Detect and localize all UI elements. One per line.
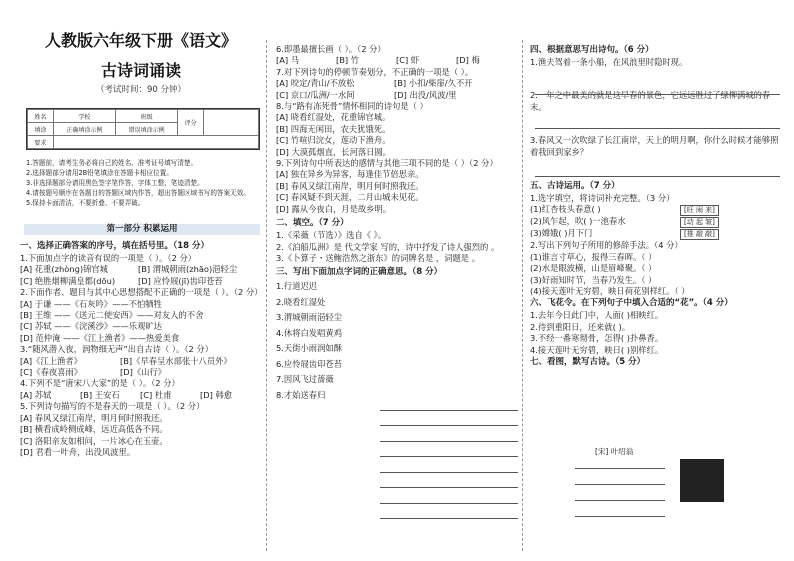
rule-5: 5.保持卡面清洁，不要折叠、不要弄破。 <box>26 199 145 207</box>
student-info-table <box>26 108 260 150</box>
section-2-title: 二、填空。（7 分） <box>276 218 349 229</box>
q2-opt-c[interactable]: [C] 苏轼 ——《浣溪沙》——乐观旷达 <box>20 321 162 332</box>
word-2: 2.晓看红湿处 <box>276 296 326 307</box>
use-q1: 1.选字填空，将诗词补充完整。（3 分） <box>530 193 675 204</box>
q1-opt-a[interactable]: [A] 花重(zhònɡ)锦官城 <box>20 264 108 275</box>
answer-line[interactable] <box>380 456 518 457</box>
column-divider <box>522 40 523 551</box>
answer-line[interactable] <box>380 487 518 488</box>
answer-line[interactable] <box>535 94 780 95</box>
use-choice-2: [动 起 皱] <box>680 217 719 228</box>
word-3: 3.渭城朝雨浥轻尘 <box>276 312 342 323</box>
section-4-title: 四、根据意思写出诗句。（6 分） <box>530 45 654 55</box>
q9-opt-a[interactable]: [A] 独在异乡为异客，每逢佳节倍思亲。 <box>276 169 424 180</box>
flower-1[interactable]: 1.去年今日此门中，人面( )相映红。 <box>530 310 664 321</box>
q8-stem: 8.与“路有冻死骨”情怀相同的诗句是（ ） <box>276 101 428 112</box>
rhetoric-3[interactable]: (3)好雨知时节，当春乃发生。（ ） <box>530 274 657 285</box>
q4-stem: 4.下列不是“唐宋八大家”的是（ ）。（2 分） <box>20 378 180 389</box>
word-7: 7.因风飞过蔷薇 <box>276 374 334 385</box>
q7-opt-b[interactable]: [B] 小扣/柴扉/久不开 <box>394 78 473 89</box>
info-require: 要求 <box>28 136 54 149</box>
q1-opt-d[interactable]: [D] 应怜屐(jī)齿印苍苔 <box>138 275 223 286</box>
section-6-title: 六、飞花令。在下列句子中填入合适的“花”。（4 分） <box>530 298 733 309</box>
q8-opt-a[interactable]: [A] 晓看红湿处，花重锦官城。 <box>276 112 391 123</box>
info-school: 学校 <box>53 110 115 123</box>
q9-stem: 9.下列诗句中所表达的感情与其他三项不同的是（ ）（2 分） <box>276 158 498 169</box>
q4-opt-b[interactable]: [B] 王安石 <box>80 389 120 400</box>
q8-opt-b[interactable]: [B] 四海无闲田，农夫犹饿死。 <box>276 123 391 134</box>
fill-1[interactable]: 1.《采薇（节选）》选自《 》。 <box>276 230 387 241</box>
column-divider <box>266 40 267 551</box>
word-8: 8.才始送春归 <box>276 389 326 400</box>
exam-subtitle: 古诗词诵读 <box>100 61 181 80</box>
rule-4: 4.请按题号顺序在各题目的答题区域内作答，超出答题区域书写的答案无效。 <box>26 189 250 197</box>
rule-1: 1.答题前，请考生务必将自己的姓名、准考证号填写清楚。 <box>26 159 198 167</box>
score-cell[interactable] <box>204 110 259 136</box>
q1-opt-c[interactable]: [C] 绝胜烟柳满皇都(dōu) <box>20 275 116 286</box>
rule-2: 2.选择题部分请用2B铅笔填涂在答题卡相应位置。 <box>26 169 173 177</box>
q2-opt-a[interactable]: [A] 于谦 ——《石灰吟》——不怕牺牲 <box>20 298 162 309</box>
poem-illustration <box>680 459 724 502</box>
col1-questions <box>20 240 264 458</box>
rhetoric-1[interactable]: (1)谁言寸草心，报得三春晖。（ ） <box>530 251 657 262</box>
q9-opt-b[interactable]: [B] 春风又绿江南岸，明月何时照我还。 <box>276 180 424 191</box>
q6-opt-b[interactable]: [B] 竹 <box>336 55 360 66</box>
q3-stem: 3.“随风潜入夜，润物细无声”出自古诗（ ）。（2 分） <box>20 344 214 355</box>
q5-stem: 5.下列诗句描写的不是春天的一项是（ ）。（2 分） <box>20 401 205 412</box>
use-row-1[interactable]: (1)红杏枝头春意( ) <box>530 204 601 215</box>
poem-line[interactable] <box>575 516 665 517</box>
fill-2[interactable]: 2.《泊船瓜洲》是 代文学家 写的，诗中抒发了诗人强烈的 。 <box>276 241 500 252</box>
section-5-title: 五、古诗运用。（7 分） <box>530 181 620 192</box>
use-q2: 2.写出下列句子所用的修辞手法。（4 分） <box>530 240 683 251</box>
info-class: 班级 <box>115 110 177 123</box>
answer-line[interactable] <box>380 410 518 411</box>
use-row-3[interactable]: (3)嫦娥( )月下门 <box>530 228 593 239</box>
info-require-cell <box>53 136 258 149</box>
exam-rules <box>26 158 258 208</box>
q3-opt-b[interactable]: [B]《早春呈水部张十八员外》 <box>120 355 232 366</box>
exam-time: （考试时间：90 分钟） <box>95 85 187 95</box>
flower-2[interactable]: 2.待到重阳日，还来就( )。 <box>530 321 630 332</box>
use-choice-3: [推 敲 敲] <box>680 229 719 240</box>
q6-opt-a[interactable]: [A] 马 <box>276 55 300 66</box>
q7-opt-c[interactable]: [C] 京口/瓜洲/一水间 <box>276 89 355 100</box>
q2-opt-d[interactable]: [D] 范仲淹 ——《江上渔者》——热爱美食 <box>20 332 180 343</box>
poem-line[interactable] <box>575 500 665 501</box>
answer-line[interactable] <box>535 128 780 129</box>
q3-opt-c[interactable]: [C]《春夜喜雨》 <box>20 367 83 378</box>
answer-line[interactable] <box>380 518 518 519</box>
q9-opt-d[interactable]: [D] 露从今夜白，月是故乡明。 <box>276 203 392 214</box>
word-1: 1.行道迟迟 <box>276 281 318 292</box>
q8-opt-c[interactable]: [C] 竹喧归浣女，莲动下渔舟。 <box>276 135 391 146</box>
poet-label: [宋] 叶绍翁 <box>595 447 634 456</box>
meaning-2: 2.一年之中最美的就是这早春的景色，它远远胜过了绿柳满城的春末。 <box>530 90 771 112</box>
poem-line[interactable] <box>575 484 665 485</box>
rhetoric-4[interactable]: (4)接天莲叶无穷碧，映日荷花别样红。（ ） <box>530 286 690 297</box>
part1-banner: 第一部分 积累运用 <box>24 224 260 235</box>
info-name: 姓名 <box>28 110 54 123</box>
answer-line[interactable] <box>380 503 518 504</box>
meaning-3: 3.春风又一次吹绿了长江南岸，天上的明月啊，你什么时候才能够照着我回到家乡？ <box>530 135 779 157</box>
word-6: 6.应怜屐齿印苍苔 <box>276 358 342 369</box>
poem-line[interactable] <box>575 468 665 469</box>
q8-opt-d[interactable]: [D] 大漠孤烟直，长河落日圆。 <box>276 146 392 157</box>
answer-line[interactable] <box>380 425 518 426</box>
q6-opt-d[interactable]: [D] 梅 <box>456 55 480 66</box>
exam-title: 人教版六年级下册《语文》 <box>44 31 237 50</box>
q2-opt-b[interactable]: [B] 王维 ——《送元二使安西》——对友人的不舍 <box>20 310 204 321</box>
rhetoric-2[interactable]: (2)水是眼波横，山是眉峰聚。（ ） <box>530 263 657 274</box>
q6-opt-c[interactable]: [C] 虾 <box>396 55 420 66</box>
section-3-title: 三、写出下面加点字词的正确意思。（8 分） <box>276 267 443 278</box>
q5-opt-a[interactable]: [A] 春风又绿江南岸，明月何时照我还。 <box>20 412 168 423</box>
q2-stem: 2.下面作者、题目与其中心思想搭配不正确的一项是（ ）。（2 分） <box>20 287 263 298</box>
info-fill: 填涂 <box>28 123 54 136</box>
section-1-title: 一、选择正确答案的序号，填在括号里。（18 分） <box>20 241 210 251</box>
rule-3: 3.非选择题部分请用黑色签字笔作答，字体工整、笔迹清楚。 <box>26 179 204 187</box>
info-score: 评分 <box>178 110 204 136</box>
meaning-1: 1.渔夫驾着一条小船，在风浪里时隐时现。 <box>530 57 688 67</box>
q7-opt-a[interactable]: [A] 咬定/青山/不放松 <box>276 78 355 89</box>
q3-opt-d[interactable]: [D]《山行》 <box>120 367 167 378</box>
q4-opt-a[interactable]: [A] 苏轼 <box>20 389 52 400</box>
answer-line[interactable] <box>535 176 780 177</box>
word-5: 5.天街小雨润如酥 <box>276 343 342 354</box>
use-row-2[interactable]: (2)风乍起，吹( )一池春水 <box>530 216 626 227</box>
q4-opt-c[interactable]: [C] 杜甫 <box>140 389 172 400</box>
q9-opt-c[interactable]: [C] 春风疑不到天涯，二月山城未见花。 <box>276 192 424 203</box>
q7-opt-d[interactable]: [D] 出没/风波/里 <box>394 89 457 100</box>
q7-stem: 7.对下列诗句的停顿节奏划分，不正确的一项是（ ）。 <box>276 66 474 77</box>
col2-questions <box>276 44 520 403</box>
q4-opt-d[interactable]: [D] 韩愈 <box>200 389 233 400</box>
flower-3[interactable]: 3.不经一番寒彻骨，怎得( )扑鼻香。 <box>530 333 664 344</box>
q5-opt-b[interactable]: [B] 横看成岭侧成峰，远近高低各不同。 <box>20 424 168 435</box>
use-choice-1: [旺 闹 来] <box>680 205 719 216</box>
answer-line[interactable] <box>380 472 518 473</box>
section-7-title: 七、看图，默写古诗。（5 分） <box>530 357 646 368</box>
word-4: 4.休将白发唱黄鸡 <box>276 327 342 338</box>
info-correct-fill: 正确填涂示例 <box>53 123 115 136</box>
q1-opt-b[interactable]: [B] 渭城朝雨(zhāo)浥轻尘 <box>138 264 238 275</box>
q5-opt-c[interactable]: [C] 洛阳亲友如相问，一片冰心在玉壶。 <box>20 435 168 446</box>
answer-line[interactable] <box>380 441 518 442</box>
q5-opt-d[interactable]: [D] 君看一叶舟，出没风波里。 <box>20 446 136 457</box>
col3-questions <box>530 44 785 369</box>
fill-3[interactable]: 3.《卜算子・送鲍浩然之浙东》的词牌名是 ，词题是 。 <box>276 252 481 263</box>
q1-stem: 1.下面加点字的读音有误的一项是（ ）。（2 分） <box>20 253 197 263</box>
q3-opt-a[interactable]: [A]《江上渔者》 <box>20 355 82 366</box>
flower-4[interactable]: 4.接天莲叶无穷碧，映日( )别样红。 <box>530 344 664 355</box>
q6-stem: 6.即墨最擅长画（ ）。（2 分） <box>276 44 386 54</box>
info-wrong-fill: 错误填涂示例 <box>115 123 177 136</box>
